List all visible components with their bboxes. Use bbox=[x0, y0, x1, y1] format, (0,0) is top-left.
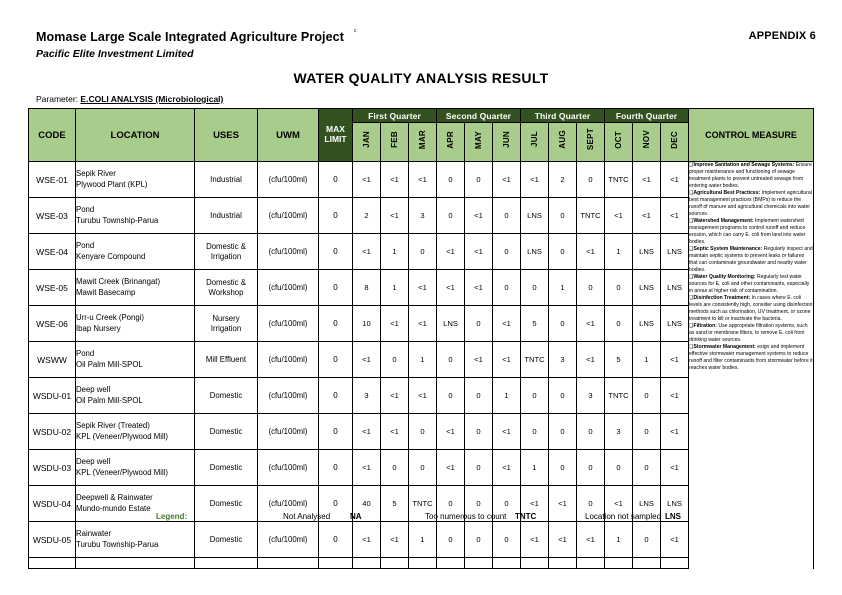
cell-max-limit: 0 bbox=[319, 162, 353, 198]
th-code: CODE bbox=[29, 109, 76, 162]
cell-month-sept: 0 bbox=[577, 414, 605, 450]
table-body bbox=[29, 162, 814, 569]
spacer-cell bbox=[633, 558, 661, 569]
table-row bbox=[29, 162, 814, 198]
th-uwm: UWM bbox=[258, 109, 319, 162]
cell-month-feb: 0 bbox=[381, 450, 409, 486]
cell-month-oct: 5 bbox=[605, 342, 633, 378]
th-uses: USES bbox=[195, 109, 258, 162]
cell-month-may: <1 bbox=[465, 342, 493, 378]
cell-uses: Domestic bbox=[195, 522, 258, 558]
cell-uses: Domestic bbox=[195, 450, 258, 486]
cell-month-dec: LNS bbox=[661, 234, 689, 270]
cell-month-jun: 0 bbox=[493, 522, 521, 558]
cell-max-limit: 0 bbox=[319, 378, 353, 414]
th-control-measure: CONTROL MEASURE bbox=[689, 109, 814, 162]
cell-month-jun: 0 bbox=[493, 234, 521, 270]
spacer-cell bbox=[29, 558, 76, 569]
control-measure-text: Use appropriate filtration systems, such as sand or membrane filters, to remove E. coli from drinking water sources. bbox=[689, 323, 808, 344]
checkbox-icon: ❑ bbox=[689, 218, 694, 225]
legend-lns-text: Location not sampled bbox=[585, 512, 662, 521]
cell-month-nov: 0 bbox=[633, 378, 661, 414]
cell-max-limit: 0 bbox=[319, 342, 353, 378]
cell-month-aug: 0 bbox=[549, 198, 577, 234]
cell-month-oct: 0 bbox=[605, 306, 633, 342]
document-title: WATER QUALITY ANALYSIS RESULT bbox=[293, 70, 549, 86]
cell-month-mar: <1 bbox=[409, 270, 437, 306]
cell-month-dec: <1 bbox=[661, 342, 689, 378]
control-measure-heading: Watershed Management: bbox=[693, 218, 754, 225]
cell-month-jun: <1 bbox=[493, 450, 521, 486]
cell-month-may: 0 bbox=[465, 450, 493, 486]
cell-max-limit: 0 bbox=[319, 198, 353, 234]
legend-lns-code: LNS bbox=[665, 512, 681, 521]
control-measure-item bbox=[689, 246, 813, 274]
cell-month-jan: 10 bbox=[353, 306, 381, 342]
table-head bbox=[29, 109, 814, 162]
cell-month-may: 0 bbox=[465, 486, 493, 522]
cell-code: WSDU-03 bbox=[29, 450, 76, 486]
spacer-cell bbox=[76, 558, 195, 569]
legend-not-analysed-text: Not Analysed bbox=[283, 512, 331, 521]
cell-month-nov: 1 bbox=[633, 342, 661, 378]
spacer-cell bbox=[661, 558, 689, 569]
cell-uwm: (cfu/100ml) bbox=[258, 378, 319, 414]
control-measure-heading: Filtration: bbox=[693, 323, 717, 330]
cell-month-sept: <1 bbox=[577, 234, 605, 270]
cell-uses: Domestic bbox=[195, 486, 258, 522]
cell-code: WSE-04 bbox=[29, 234, 76, 270]
cell-uses: Mill Effluent bbox=[195, 342, 258, 378]
cell-code: WSDU-02 bbox=[29, 414, 76, 450]
cell-month-oct: 1 bbox=[605, 522, 633, 558]
cell-month-jun: 1 bbox=[493, 378, 521, 414]
cell-month-apr: 0 bbox=[437, 522, 465, 558]
cell-location: Pond Turubu Township-Parua bbox=[76, 198, 195, 234]
spacer-cell bbox=[409, 558, 437, 569]
cell-month-may: 0 bbox=[465, 414, 493, 450]
th-month-oct: OCT bbox=[605, 123, 633, 162]
cell-month-nov: LNS bbox=[633, 270, 661, 306]
cell-location: Deepwell & Rainwater Mundo-mundo Estate bbox=[76, 486, 195, 522]
control-measure-item bbox=[689, 274, 813, 295]
cell-uwm: (cfu/100ml) bbox=[258, 342, 319, 378]
company-name: Pacific Elite Investment Limited bbox=[36, 48, 194, 60]
spacer-cell bbox=[319, 558, 353, 569]
cell-month-nov: <1 bbox=[633, 162, 661, 198]
spacer-cell bbox=[195, 558, 258, 569]
cell-month-jan: <1 bbox=[353, 522, 381, 558]
spacer-cell bbox=[381, 558, 409, 569]
cell-month-feb: <1 bbox=[381, 306, 409, 342]
cell-month-jun: 0 bbox=[493, 270, 521, 306]
control-measure-heading: Improve Sanitation and Sewage Systems: bbox=[693, 162, 795, 168]
cell-month-mar: 0 bbox=[409, 450, 437, 486]
cell-month-oct: 3 bbox=[605, 414, 633, 450]
legend-tntc-text: Too numerous to count bbox=[425, 512, 507, 521]
cell-month-apr: 0 bbox=[437, 378, 465, 414]
spacer-cell bbox=[549, 558, 577, 569]
cell-month-jan: 8 bbox=[353, 270, 381, 306]
cell-month-jan: <1 bbox=[353, 342, 381, 378]
cell-uses: Nursery Irrigation bbox=[195, 306, 258, 342]
cell-month-mar: 3 bbox=[409, 198, 437, 234]
cell-month-may: <1 bbox=[465, 198, 493, 234]
cell-location: Sepik River Plywood Plant (KPL) bbox=[76, 162, 195, 198]
project-title-mark: c bbox=[354, 28, 357, 34]
cell-month-sept: <1 bbox=[577, 306, 605, 342]
cell-month-jan: <1 bbox=[353, 414, 381, 450]
th-quarter-1: First Quarter bbox=[353, 109, 437, 123]
cell-month-jun: <1 bbox=[493, 306, 521, 342]
cell-month-dec: <1 bbox=[661, 414, 689, 450]
cell-month-oct: 0 bbox=[605, 450, 633, 486]
cell-code: WSE-03 bbox=[29, 198, 76, 234]
cell-month-jul: <1 bbox=[521, 162, 549, 198]
cell-month-aug: 0 bbox=[549, 414, 577, 450]
legend bbox=[28, 512, 814, 526]
cell-month-feb: <1 bbox=[381, 522, 409, 558]
cell-uwm: (cfu/100ml) bbox=[258, 234, 319, 270]
cell-month-jan: 2 bbox=[353, 198, 381, 234]
cell-month-feb: 0 bbox=[381, 342, 409, 378]
th-month-may: MAY bbox=[465, 123, 493, 162]
cell-month-oct: TNTC bbox=[605, 378, 633, 414]
th-quarter-2: Second Quarter bbox=[437, 109, 521, 123]
cell-uwm: (cfu/100ml) bbox=[258, 306, 319, 342]
parameter-line bbox=[36, 94, 223, 104]
cell-month-jun: 0 bbox=[493, 486, 521, 522]
cell-month-may: 0 bbox=[465, 522, 493, 558]
cell-month-jul: 5 bbox=[521, 306, 549, 342]
checkbox-icon: ❑ bbox=[689, 246, 694, 253]
th-quarter-3: Third Quarter bbox=[521, 109, 605, 123]
cell-month-jul: TNTC bbox=[521, 342, 549, 378]
cell-month-aug: 0 bbox=[549, 306, 577, 342]
cell-month-aug: 3 bbox=[549, 342, 577, 378]
cell-month-jan: <1 bbox=[353, 162, 381, 198]
cell-month-dec: <1 bbox=[661, 450, 689, 486]
cell-location: Deep well KPL (Veneer/Plywood Mill) bbox=[76, 450, 195, 486]
cell-month-mar: 1 bbox=[409, 522, 437, 558]
cell-uwm: (cfu/100ml) bbox=[258, 198, 319, 234]
cell-location: Mawit Creek (Brinangat) Mawit Basecamp bbox=[76, 270, 195, 306]
control-measure-heading: Water Quality Monitoring: bbox=[693, 274, 756, 281]
cell-month-nov: <1 bbox=[633, 198, 661, 234]
cell-month-dec: <1 bbox=[661, 162, 689, 198]
th-location: LOCATION bbox=[76, 109, 195, 162]
cell-uwm: (cfu/100ml) bbox=[258, 414, 319, 450]
cell-uses: Industrial bbox=[195, 198, 258, 234]
control-measure-text: esign and implement effective stormwater management systems to reduce runoff and filter contaminants from stormwater before it reaches water bodies. bbox=[689, 344, 813, 372]
control-measure-heading: Septic System Maintenance: bbox=[693, 246, 763, 253]
cell-uwm: (cfu/100ml) bbox=[258, 450, 319, 486]
spacer-cell bbox=[577, 558, 605, 569]
cell-max-limit: 0 bbox=[319, 306, 353, 342]
cell-month-apr: <1 bbox=[437, 450, 465, 486]
control-measure-item bbox=[689, 295, 813, 323]
cell-month-aug: 0 bbox=[549, 378, 577, 414]
cell-month-apr: 0 bbox=[437, 486, 465, 522]
cell-month-mar: 1 bbox=[409, 342, 437, 378]
cell-code: WSE-06 bbox=[29, 306, 76, 342]
cell-month-jul: LNS bbox=[521, 198, 549, 234]
cell-month-aug: 0 bbox=[549, 234, 577, 270]
cell-month-dec: LNS bbox=[661, 486, 689, 522]
spacer-cell bbox=[353, 558, 381, 569]
cell-uwm: (cfu/100ml) bbox=[258, 486, 319, 522]
cell-month-feb: 1 bbox=[381, 270, 409, 306]
cell-max-limit: 0 bbox=[319, 270, 353, 306]
checkbox-icon: ❑ bbox=[689, 344, 694, 351]
th-quarter-4: Fourth Quarter bbox=[605, 109, 689, 123]
project-title: Momase Large Scale Integrated Agriculture Project bbox=[36, 30, 345, 44]
spacer-cell bbox=[605, 558, 633, 569]
cell-location: Pond Kenyare Compound bbox=[76, 234, 195, 270]
water-quality-table bbox=[28, 108, 814, 569]
control-measure-text: Regularly test water sources for E. coli and other contaminants, especially in areas at higher risk of contamination. bbox=[689, 274, 810, 295]
th-month-aug: AUG bbox=[549, 123, 577, 162]
cell-month-jul: 0 bbox=[521, 414, 549, 450]
control-measure-heading: Agricultural Best Practices: bbox=[693, 190, 761, 197]
control-measure-item bbox=[689, 162, 813, 190]
spacer-cell bbox=[465, 558, 493, 569]
cell-month-nov: 0 bbox=[633, 522, 661, 558]
checkbox-icon: ❑ bbox=[689, 162, 694, 168]
legend-not-analysed-code: NA bbox=[350, 512, 362, 521]
th-month-feb: FEB bbox=[381, 123, 409, 162]
cell-max-limit: 0 bbox=[319, 486, 353, 522]
cell-code: WSE-01 bbox=[29, 162, 76, 198]
cell-month-mar: 0 bbox=[409, 414, 437, 450]
control-measure-item bbox=[689, 190, 813, 218]
control-measure-text: Implement agricultural best management practices (BMPs) to reduce the runoff of manure and agricultural chemicals into water sources. bbox=[689, 190, 812, 218]
control-measure-text: Regularly inspect and maintain septic systems to prevent leaks or failures that can contaminate groundwater and nearby water bodies. bbox=[689, 246, 813, 274]
cell-month-jul: 1 bbox=[521, 450, 549, 486]
checkbox-icon: ❑ bbox=[689, 323, 694, 330]
cell-month-jun: <1 bbox=[493, 342, 521, 378]
cell-month-dec: <1 bbox=[661, 198, 689, 234]
cell-month-apr: 0 bbox=[437, 342, 465, 378]
th-month-dec: DEC bbox=[661, 123, 689, 162]
th-max-limit bbox=[319, 109, 353, 162]
cell-month-oct: <1 bbox=[605, 198, 633, 234]
cell-uses: Domestic bbox=[195, 378, 258, 414]
cell-month-may: 0 bbox=[465, 162, 493, 198]
page-header bbox=[36, 28, 816, 70]
cell-month-may: <1 bbox=[465, 270, 493, 306]
checkbox-icon: ❑ bbox=[689, 274, 694, 281]
header-row-1 bbox=[29, 109, 814, 123]
th-month-sept: SEPT bbox=[577, 123, 605, 162]
cell-month-jul: <1 bbox=[521, 486, 549, 522]
cell-max-limit: 0 bbox=[319, 414, 353, 450]
cell-code: WSWW bbox=[29, 342, 76, 378]
cell-month-feb: <1 bbox=[381, 414, 409, 450]
cell-month-sept: TNTC bbox=[577, 198, 605, 234]
cell-month-apr: <1 bbox=[437, 234, 465, 270]
cell-month-mar: 0 bbox=[409, 234, 437, 270]
control-measure-item bbox=[689, 344, 813, 372]
cell-location: Rainwater Turubu Township-Parua bbox=[76, 522, 195, 558]
cell-month-jan: 40 bbox=[353, 486, 381, 522]
cell-month-nov: LNS bbox=[633, 234, 661, 270]
spacer-cell bbox=[521, 558, 549, 569]
cell-month-jan: <1 bbox=[353, 234, 381, 270]
control-measure-text: Implement watershed management programs to control runoff and reduce erosion, which can carry E. coli from land into water bodies. bbox=[689, 218, 806, 246]
cell-month-apr: LNS bbox=[437, 306, 465, 342]
cell-month-mar: <1 bbox=[409, 162, 437, 198]
cell-month-apr: <1 bbox=[437, 270, 465, 306]
cell-month-sept: 0 bbox=[577, 162, 605, 198]
cell-month-nov: LNS bbox=[633, 306, 661, 342]
cell-month-dec: <1 bbox=[661, 378, 689, 414]
cell-uses: Domestic & Workshop bbox=[195, 270, 258, 306]
cell-month-aug: 0 bbox=[549, 450, 577, 486]
cell-month-jan: 3 bbox=[353, 378, 381, 414]
parameter-value: E.COLI ANALYSIS (Microbiological) bbox=[80, 94, 224, 104]
cell-month-apr: 0 bbox=[437, 198, 465, 234]
cell-uses: Domestic bbox=[195, 414, 258, 450]
cell-month-oct: 1 bbox=[605, 234, 633, 270]
spacer-cell bbox=[258, 558, 319, 569]
cell-month-aug: <1 bbox=[549, 522, 577, 558]
cell-month-feb: <1 bbox=[381, 162, 409, 198]
cell-month-nov: LNS bbox=[633, 486, 661, 522]
cell-month-mar: <1 bbox=[409, 306, 437, 342]
cell-month-may: <1 bbox=[465, 234, 493, 270]
cell-month-sept: 0 bbox=[577, 486, 605, 522]
cell-code: WSE-05 bbox=[29, 270, 76, 306]
cell-month-oct: <1 bbox=[605, 486, 633, 522]
cell-month-sept: <1 bbox=[577, 342, 605, 378]
cell-month-sept: <1 bbox=[577, 522, 605, 558]
cell-month-sept: 0 bbox=[577, 270, 605, 306]
cell-uwm: (cfu/100ml) bbox=[258, 162, 319, 198]
cell-uwm: (cfu/100ml) bbox=[258, 522, 319, 558]
cell-month-jun: 0 bbox=[493, 198, 521, 234]
appendix-label: APPENDIX 6 bbox=[748, 30, 816, 42]
cell-month-feb: 5 bbox=[381, 486, 409, 522]
th-month-mar: MAR bbox=[409, 123, 437, 162]
th-month-jul: JUL bbox=[521, 123, 549, 162]
cell-month-dec: <1 bbox=[661, 522, 689, 558]
control-measure-item bbox=[689, 323, 813, 344]
cell-month-mar: TNTC bbox=[409, 486, 437, 522]
control-measure-item bbox=[689, 218, 813, 246]
cell-month-jul: <1 bbox=[521, 522, 549, 558]
cell-uses: Domestic & Irrigation bbox=[195, 234, 258, 270]
th-month-apr: APR bbox=[437, 123, 465, 162]
cell-uses: Industrial bbox=[195, 162, 258, 198]
cell-month-jun: <1 bbox=[493, 162, 521, 198]
cell-month-jun: <1 bbox=[493, 414, 521, 450]
cell-month-feb: <1 bbox=[381, 378, 409, 414]
cell-month-oct: TNTC bbox=[605, 162, 633, 198]
th-max-limit-line1: MAX bbox=[326, 124, 345, 135]
th-month-jan: JAN bbox=[353, 123, 381, 162]
cell-month-jul: 0 bbox=[521, 378, 549, 414]
cell-month-apr: 0 bbox=[437, 162, 465, 198]
control-measure-text: In cases where E. coli levels are consistently high, consider using disinfection methods such as chlorination, UV treatment, or ozone treatment to kill or inactivate the bacteria. bbox=[689, 295, 813, 323]
checkbox-icon: ❑ bbox=[689, 295, 694, 302]
cell-code: WSDU-01 bbox=[29, 378, 76, 414]
cell-month-may: 0 bbox=[465, 378, 493, 414]
cell-month-aug: <1 bbox=[549, 486, 577, 522]
checkbox-icon: ❑ bbox=[689, 190, 694, 197]
cell-uwm: (cfu/100ml) bbox=[258, 270, 319, 306]
legend-tntc-code: TNTC bbox=[515, 512, 537, 521]
spacer-cell bbox=[493, 558, 521, 569]
cell-month-oct: 0 bbox=[605, 270, 633, 306]
cell-control-measure bbox=[689, 162, 814, 569]
control-measure-heading: Stormwater Management: bbox=[693, 344, 756, 351]
cell-month-aug: 2 bbox=[549, 162, 577, 198]
cell-location: Sepik River (Treated) KPL (Veneer/Plywood Mill) bbox=[76, 414, 195, 450]
cell-location: Deep well Oil Palm Mill-SPOL bbox=[76, 378, 195, 414]
cell-month-apr: <1 bbox=[437, 414, 465, 450]
spacer-cell bbox=[437, 558, 465, 569]
cell-code: WSDU-04 bbox=[29, 486, 76, 522]
cell-month-jul: 0 bbox=[521, 270, 549, 306]
cell-month-sept: 0 bbox=[577, 450, 605, 486]
cell-month-aug: 1 bbox=[549, 270, 577, 306]
cell-month-jan: <1 bbox=[353, 450, 381, 486]
cell-max-limit: 0 bbox=[319, 234, 353, 270]
cell-month-jul: LNS bbox=[521, 234, 549, 270]
th-month-nov: NOV bbox=[633, 123, 661, 162]
cell-month-dec: LNS bbox=[661, 270, 689, 306]
cell-month-sept: 3 bbox=[577, 378, 605, 414]
cell-month-dec: LNS bbox=[661, 306, 689, 342]
cell-max-limit: 0 bbox=[319, 450, 353, 486]
cell-code: WSDU-05 bbox=[29, 522, 76, 558]
cell-month-feb: <1 bbox=[381, 198, 409, 234]
cell-month-feb: 1 bbox=[381, 234, 409, 270]
parameter-label: Parameter: bbox=[36, 94, 79, 104]
control-measure-list bbox=[689, 162, 813, 372]
control-measure-text: Ensure proper maintenance and functioning of sewage treatment plants to prevent untreated sewage from entering water bodies. bbox=[689, 162, 812, 190]
cell-month-nov: 0 bbox=[633, 450, 661, 486]
cell-month-may: 0 bbox=[465, 306, 493, 342]
cell-location: Pond Oil Palm Mill-SPOL bbox=[76, 342, 195, 378]
legend-label: Legend: bbox=[156, 512, 188, 521]
cell-location: Urr-u Creek (Pongi) Ibap Nursery bbox=[76, 306, 195, 342]
th-month-jun: JUN bbox=[493, 123, 521, 162]
cell-month-nov: 0 bbox=[633, 414, 661, 450]
th-max-limit-line2: LIMIT bbox=[324, 134, 347, 144]
cell-max-limit: 0 bbox=[319, 522, 353, 558]
control-measure-heading: Disinfection Treatment: bbox=[693, 295, 751, 302]
cell-month-mar: <1 bbox=[409, 378, 437, 414]
